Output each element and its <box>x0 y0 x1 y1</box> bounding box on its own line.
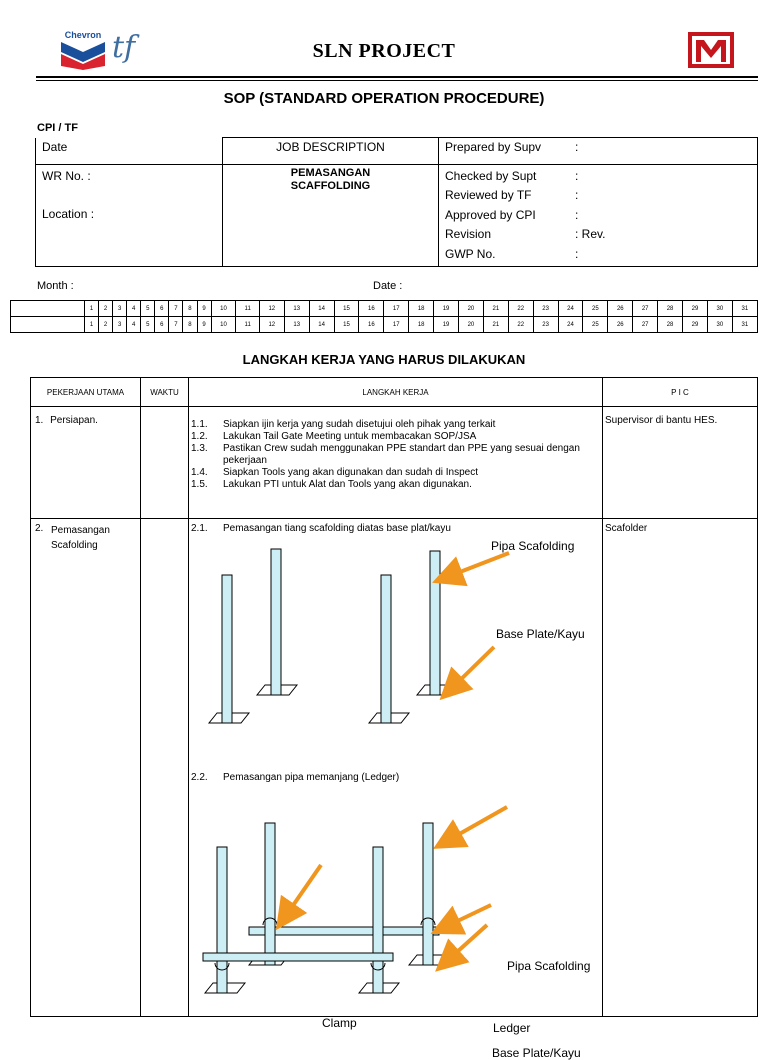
prepared-by-cell <box>439 138 758 165</box>
row2-pic: Scafolder <box>603 519 758 1017</box>
calendar-day-cell: 23 <box>533 301 558 317</box>
calendar-day-cell: 1 <box>85 301 99 317</box>
step-text: Siapkan Tools yang akan digunakan dan sudah di Inspect <box>223 467 479 478</box>
date-cell <box>36 138 223 165</box>
page-title: SLN PROJECT <box>312 40 456 62</box>
step-1-1 <box>191 419 602 431</box>
calendar-day-cell: 23 <box>533 317 558 333</box>
gwp-no-colon: : <box>575 246 579 261</box>
calendar-day-cell: 16 <box>359 301 384 317</box>
gwp-no-label: GWP No. <box>445 246 496 261</box>
calendar-day-cell: 19 <box>434 317 459 333</box>
calendar-day-cell: 30 <box>707 301 732 317</box>
row1-steps <box>189 407 603 519</box>
calendar-day-cell: 16 <box>359 317 384 333</box>
row2-title: Pemasangan Scafolding <box>51 525 110 551</box>
calendar-day-cell: 19 <box>434 301 459 317</box>
row2-steps <box>189 519 603 1060</box>
row2-task <box>31 519 141 1017</box>
step-number: 1.3. <box>191 443 208 454</box>
fig2-ledger-label: Ledger <box>493 1021 531 1035</box>
step-2-2 <box>191 772 591 784</box>
arrow-icon <box>447 553 509 577</box>
reviewed-by-label: Reviewed by TF <box>445 188 532 202</box>
calendar-day-cell: 25 <box>583 317 608 333</box>
calendar-day-cell: 9 <box>197 301 211 317</box>
calendar-day-cell: 15 <box>334 301 359 317</box>
scaffold-post-shape <box>222 575 232 723</box>
step-2-1 <box>191 523 602 535</box>
approved-by-colon: : <box>575 207 579 222</box>
calendar-day-cell: 13 <box>284 317 309 333</box>
calendar-day-cell: 26 <box>608 317 633 333</box>
scaffold-post-shape <box>265 823 275 965</box>
revision-label: Revision <box>445 227 492 241</box>
procedure-table <box>30 377 758 1060</box>
arrow-icon <box>447 807 507 841</box>
arrow-icon <box>451 647 494 689</box>
row2-number: 2. <box>35 523 44 534</box>
calendar-day-cell: 2 <box>99 301 113 317</box>
scaffold-post-shape <box>430 551 440 695</box>
calendar-day-cell: 3 <box>113 301 127 317</box>
calendar-day-cell: 22 <box>508 317 533 333</box>
calendar-day-cell: 21 <box>483 317 508 333</box>
calendar-day-cell: 21 <box>483 301 508 317</box>
calendar-day-cell: 29 <box>683 317 708 333</box>
calendar-grid <box>10 300 758 333</box>
arrow-icon <box>445 905 491 927</box>
calendar-day-cell: 11 <box>236 317 259 333</box>
step-1-5 <box>191 479 602 491</box>
calendar-day-cell: 14 <box>309 301 334 317</box>
calendar-day-cell: 8 <box>183 317 197 333</box>
calendar-day-cell: 11 <box>236 301 259 317</box>
col-waktu-header: WAKTU <box>141 378 189 407</box>
wr-no-label: WR No. : <box>42 168 91 183</box>
calendar-day-cell: 8 <box>183 301 197 317</box>
fig2-clamp-label: Clamp <box>322 1016 357 1030</box>
calendar-day-cell: 18 <box>409 317 434 333</box>
calendar-row-label <box>11 317 85 333</box>
ledger-pipe-shape <box>249 927 439 935</box>
calendar-day-cell: 29 <box>683 301 708 317</box>
step-text: Pemasangan tiang scafolding diatas base plat/kayu <box>223 523 451 534</box>
approved-by-label: Approved by CPI <box>445 207 536 222</box>
calendar-day-cell: 24 <box>558 301 583 317</box>
calendar-day-cell: 20 <box>459 301 484 317</box>
fig2-base-label: Base Plate/Kayu <box>492 1046 581 1060</box>
approvals-cell <box>439 164 758 267</box>
job-description-label: JOB DESCRIPTION <box>223 138 439 165</box>
scaffold-post-shape <box>271 549 281 695</box>
calendar-day-cell: 5 <box>141 317 155 333</box>
calendar-day-cell: 18 <box>409 301 434 317</box>
calendar-day-cell: 26 <box>608 301 633 317</box>
calendar-day-cell: 31 <box>732 301 757 317</box>
calendar-day-cell: 28 <box>658 317 683 333</box>
checked-by-colon: : <box>575 168 579 183</box>
calendar-day-cell: 15 <box>334 317 359 333</box>
job-description-value: PEMASANGAN SCAFFOLDING <box>290 166 371 192</box>
row2-waktu <box>141 519 189 1017</box>
section-title: LANGKAH KERJA YANG HARUS DILAKUKAN <box>242 352 526 367</box>
col-pic-header: P I C <box>603 378 758 407</box>
ledger-pipe-shape <box>203 953 393 961</box>
step-number: 1.4. <box>191 467 208 478</box>
calendar-day-cell: 7 <box>169 301 183 317</box>
calendar-day-cell: 6 <box>155 317 169 333</box>
location-label: Location : <box>42 206 95 221</box>
row1-waktu <box>141 407 189 519</box>
calendar-day-cell: 22 <box>508 301 533 317</box>
col-pekerjaan-header: PEKERJAAN UTAMA <box>31 378 141 407</box>
calendar-day-cell: 2 <box>99 317 113 333</box>
calendar-day-cell: 31 <box>732 317 757 333</box>
calendar-day-cell: 25 <box>583 301 608 317</box>
calendar-day-cell: 7 <box>169 317 183 333</box>
calendar-day-cell: 4 <box>127 301 141 317</box>
tf-logo-text: tf <box>112 30 136 65</box>
calendar-day-cell: 12 <box>259 317 284 333</box>
row1-number: 1. <box>35 415 44 426</box>
calendar-day-cell: 9 <box>197 317 211 333</box>
row1-pic: Supervisor di bantu HES. <box>603 407 758 519</box>
prepared-by-colon: : <box>575 140 579 154</box>
date-field-label: Date : <box>373 280 403 292</box>
fig2-pipa-label: Pipa Scafolding <box>507 959 591 973</box>
sop-title: SOP (STANDARD OPERATION PROCEDURE) <box>223 90 545 107</box>
step-1-4 <box>191 467 602 479</box>
chevron-logo-text: Chevron <box>64 30 102 40</box>
calendar-day-cell: 27 <box>633 317 658 333</box>
revision-value: : Rev. <box>575 227 606 241</box>
arrow-icon <box>447 925 487 961</box>
fig1-pipa-label: Pipa Scafolding <box>491 539 575 553</box>
calendar-row-label <box>11 301 85 317</box>
info-table <box>35 137 758 267</box>
job-description-value-cell <box>223 164 439 267</box>
calendar-day-cell: 13 <box>284 301 309 317</box>
scaffold-post-shape <box>381 575 391 723</box>
checked-by-label: Checked by Supt <box>445 168 537 183</box>
calendar-day-cell: 17 <box>384 301 409 317</box>
row1-title: Persiapan. <box>50 415 98 426</box>
scaffold-post-shape <box>373 847 383 993</box>
date-label: Date <box>42 139 68 154</box>
calendar-day-cell: 30 <box>707 317 732 333</box>
row1-task <box>31 407 141 519</box>
calendar-day-cell: 5 <box>141 301 155 317</box>
calendar-day-cell: 27 <box>633 301 658 317</box>
calendar-day-cell: 6 <box>155 301 169 317</box>
calendar-day-cell: 28 <box>658 301 683 317</box>
step-number: 1.2. <box>191 431 208 442</box>
calendar-day-cell: 24 <box>558 317 583 333</box>
step-1-3 <box>191 443 602 467</box>
step-number: 2.1. <box>191 523 208 534</box>
calendar-day-cell: 1 <box>85 317 99 333</box>
step-text: Siapkan ijin kerja yang sudah disetujui oleh pihak yang terkait <box>223 419 496 430</box>
reviewed-by-colon: : <box>575 188 579 202</box>
step-number: 2.2. <box>191 772 208 783</box>
calendar-day-cell: 20 <box>459 317 484 333</box>
month-label: Month : <box>37 280 74 292</box>
prepared-by-label: Prepared by Supv <box>445 140 542 154</box>
calendar-day-cell: 3 <box>113 317 127 333</box>
figure-post-on-base-plate <box>189 539 600 759</box>
step-text: Lakukan PTI untuk Alat dan Tools yang akan digunakan. <box>223 479 472 490</box>
calendar-day-cell: 10 <box>211 301 236 317</box>
step-number: 1.5. <box>191 479 208 490</box>
calendar-day-cell: 12 <box>259 301 284 317</box>
scaffold-post-shape <box>423 823 433 965</box>
step-number: 1.1. <box>191 419 208 430</box>
calendar-day-cell: 17 <box>384 317 409 333</box>
header-divider <box>36 76 758 81</box>
calendar-day-cell: 10 <box>211 317 236 333</box>
scaffold-post-shape <box>217 847 227 993</box>
step-text: Pastikan Crew sudah menggunakan PPE standart dan PPE yang sesuai dengan pekerjaan <box>223 443 580 466</box>
col-langkah-header: LANGKAH KERJA <box>189 378 603 407</box>
arrow-icon <box>285 865 321 917</box>
step-1-2 <box>191 431 602 443</box>
cpi-label: CPI / TF <box>37 122 78 134</box>
step-text: Lakukan Tail Gate Meeting untuk membacakan SOP/JSA <box>223 431 477 442</box>
fig1-base-label: Base Plate/Kayu <box>496 627 585 641</box>
step-text: Pemasangan pipa memanjang (Ledger) <box>223 772 400 783</box>
wr-location-cell <box>36 164 223 267</box>
calendar-day-cell: 4 <box>127 317 141 333</box>
calendar-day-cell: 14 <box>309 317 334 333</box>
